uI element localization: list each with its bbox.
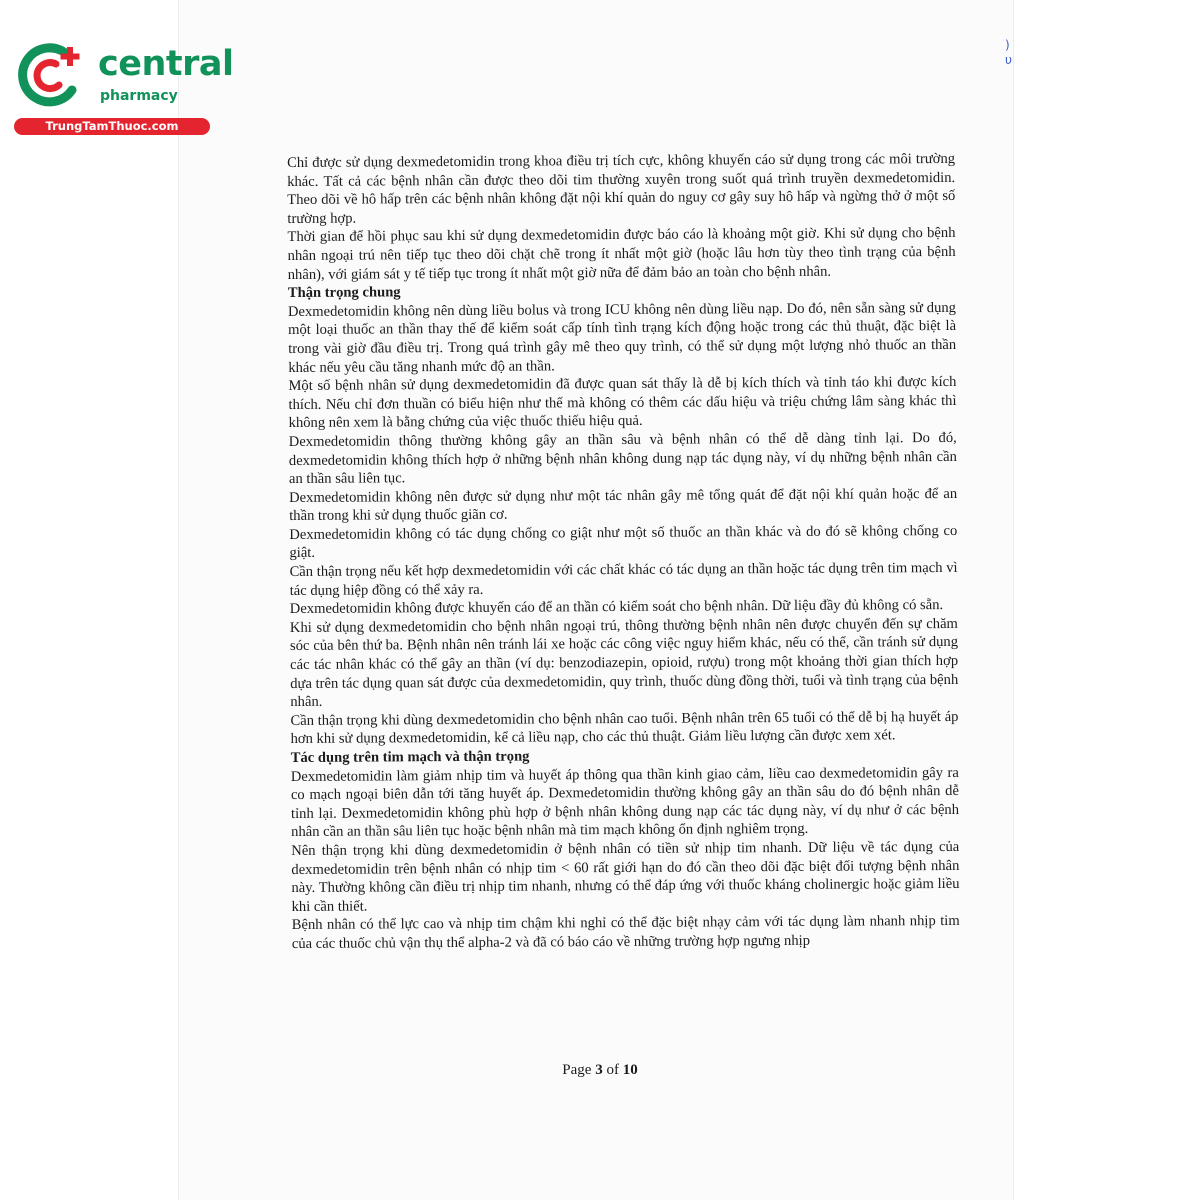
paragraph: Dexmedetomidin không được khuyến cáo để an thần có kiểm soát cho bệnh nhân. Dữ liệu đầy đủ không có sẵn. [289, 597, 944, 618]
paragraph: Bệnh nhân có thể lực cao và nhịp tim chậm khi nghỉ có thể đặc biệt nhạy cảm với tác dụng làm nhanh nhịp tim của các thuốc chủ vận thụ thể alpha-2 và đã có báo cáo về những trường hợp ngưng nhịp [291, 913, 960, 952]
page-number [0, 1061, 1200, 1079]
current-page: 3 [595, 1062, 603, 1078]
brand-website: TrungTamThuoc.com [14, 118, 210, 135]
paragraph: Khi sử dụng dexmedetomidin cho bệnh nhân ngoại trú, thông thường bệnh nhân nên được chuyển đến sự chăm sóc của bên thứ ba. Bệnh nhân nên tránh lái xe hoặc các công việc nguy hiểm khác, nếu có thể, cần tránh sử dụng các tác nhân khác có thể gây an thần (ví dụ: benzodiazepin, opioid, rượu) trong một khoảng thời gian thích hợp dựa trên tác dụng quan sát được của dexmedetomidin, quy trình, thuốc dùng đồng thời, tuổi và tình trạng của bệnh nhân. [289, 615, 959, 711]
paragraph: Chỉ được sử dụng dexmedetomidin trong khoa điều trị tích cực, không khuyến cáo sử dụng trong các môi trường khác. Tất cả các bệnh nhân cần được theo dõi tim thường xuyên trong suốt quá trình truyền dexmedetomidin. Theo dõi về hô hấp trên các bệnh nhân không đặt nội khí quản do nguy cơ gây suy hô hấp và ngừng thở ở một số trường hợp. [287, 150, 956, 227]
paragraph: Dexmedetomidin không có tác dụng chống co giật như một số thuốc an thần khác và do đó sẽ không chống co giật. [289, 522, 958, 562]
paragraph: Cần thận trọng khi dùng dexmedetomidin cho bệnh nhân cao tuổi. Bệnh nhân trên 65 tuổi có thể dễ bị hạ huyết áp hơn khi sử dụng dexmedetomidin, kể cả liều nạp, cho các thủ thuật. Giảm liều lượng cần được xem xét. [290, 708, 959, 748]
of-label: of [606, 1062, 619, 1078]
brand-name: central [98, 44, 234, 84]
paragraph: Dexmedetomidin làm giảm nhịp tim và huyết áp thông qua thần kinh giao cảm, liều cao dexmedetomidin gây ra co mạch ngoại biên dẫn tới tăng huyết áp. Dexmedetomidin thường không gây an thần sâu do đó bệnh nhân dễ tỉnh lại. Dexmedetomidin không phù hợp ở bệnh nhân không dung nạp các tác dụng này, ví dụ như ở các bệnh nhân cần an thần sâu liên tục hoặc bệnh nhân mà tim mạch không ổn định nghiêm trọng. [290, 764, 960, 841]
paragraph: Nên thận trọng khi dùng dexmedetomidin ở bệnh nhân có tiền sử nhịp tim nhanh. Dữ liệu về tác dụng của dexmedetomidin trên bệnh nhân có nhịp tim < 60 rất giới hạn do đó cần theo dõi đặc biệt đối tượng bệnh nhân này. Thường không cần điều trị nhịp tim nhanh, nhưng có thể đáp ứng với thuốc kháng cholinergic hoặc giảm liều khi cần thiết. [291, 838, 960, 915]
section-heading-general-precautions: Thận trọng chung [287, 284, 401, 302]
paragraph: Dexmedetomidin không nên dùng liều bolus và trong ICU không nên dùng liều nạp. Do đó, nên sẵn sàng sử dụng một loại thuốc an thần thay thế để kiểm soát cấp tính tình trạng kích động hoặc trong các thủ thuật, đặc biệt là trong vài giờ đầu điều trị. Trong quá trình gây mê theo quy trình, có thể sử dụng một lượng nhỏ thuốc an thần khác nếu yêu cầu tăng nhanh mức độ an thần. [287, 299, 957, 376]
paragraph: Thời gian để hồi phục sau khi sử dụng dexmedetomidin được báo cáo là khoảng một giờ. Khi sử dụng cho bệnh nhân ngoại trú nên tiếp tục theo dõi chặt chẽ trong ít nhất một giờ (hoặc lâu hơn tùy theo tình trạng của bệnh nhân), với giám sát y tế tiếp tục trong ít nhất một giờ nữa để đảm bảo an toàn cho bệnh nhân. [287, 225, 956, 283]
brand-subtitle: pharmacy [100, 88, 178, 104]
total-pages: 10 [622, 1062, 638, 1078]
paragraph: Cần thận trọng nếu kết hợp dexmedetomidin với các chất khác có tác dụng an thần hoặc tác dụng trên tim mạch vì tác dụng hiệp đồng có thể xảy ra. [289, 559, 958, 599]
document-body [287, 150, 960, 954]
page-label: Page [562, 1062, 592, 1078]
paragraph: Một số bệnh nhân sử dụng dexmedetomidin đã được quan sát thấy là dễ bị kích thích và tỉnh táo khi được kích thích. Nếu chỉ đơn thuần có biểu hiện như thế mà không có thêm các dấu hiệu và triệu chứng lâm sàng khác thì không nên xem là bằng chứng của việc thuốc thiếu hiệu quả. [288, 374, 957, 432]
pharmacy-cross-icon [12, 38, 90, 108]
central-pharmacy-logo [12, 38, 234, 138]
page-edge-mark: ) υ [1005, 38, 1012, 67]
paragraph: Dexmedetomidin không nên được sử dụng như một tác nhân gây mê tổng quát để đặt nội khí quản hoặc để an thần trong khi sử dụng thuốc giãn cơ. [289, 485, 958, 525]
paragraph: Dexmedetomidin thông thường không gây an thần sâu và bệnh nhân có thể dễ dàng tỉnh lại. Do đó, dexmedetomidin không thích hợp ở những bệnh nhân không dung nạp tác dụng này, ví dụ những bệnh nhân cần an thần sâu liên tục. [288, 429, 957, 488]
section-heading-cardiovascular: Tác dụng trên tim mạch và thận trọng [290, 748, 530, 766]
